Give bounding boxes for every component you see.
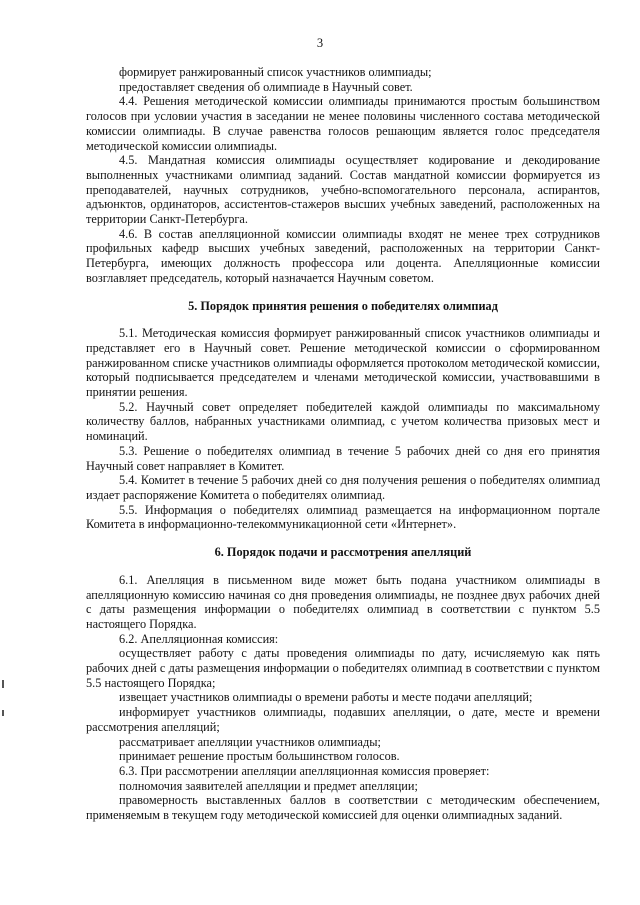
paragraph: 5.2. Научный совет определяет победителей каждой олимпиады по максимальному количеству баллов, набранных участниками олимпиад, с учетом количества призовых мест и номинаций. — [86, 399, 600, 444]
paragraph: 4.4. Решения методической комиссии олимпиады принимаются простым большинством голосов при условии участия в заседании не менее половины численного состава методической комиссии олимпиады. В случае равенства голосов решающим является голос председателя методической комиссии олимпиады. — [86, 94, 600, 153]
paragraph: предоставляет сведения об олимпиаде в Научный совет. — [119, 79, 413, 94]
paragraph: полномочия заявителей апелляции и предмет апелляции; — [119, 778, 418, 793]
page-number: 3 — [316, 36, 324, 50]
paragraph: 6.1. Апелляция в письменном виде может быть подана участником олимпиады в апелляционную комиссию начиная со дня проведения олимпиады, не позднее двух рабочих дней с даты размещения информации о победителях олимпиад в соответствии с пунктом 5.5 настоящего Порядка. — [86, 572, 600, 631]
paragraph: 4.5. Мандатная комиссия олимпиады осуществляет кодирование и декодирование выполненных участниками олимпиад заданий. Состав мандатной комиссии формируется из преподавателей, научных сотрудников, учебно-вспомогательного персонала, аспирантов, адъюнктов, ординаторов, ассистентов-стажеров высших учебных заведений, расположенных на территории Санкт-Петербурга. — [86, 153, 600, 227]
scan-edge-mark — [2, 710, 4, 716]
paragraph: извещает участников олимпиады о времени работы и месте подачи апелляций; — [119, 690, 533, 705]
paragraph: принимает решение простым большинством голосов. — [119, 749, 400, 764]
paragraph: 6.2. Апелляционная комиссия: — [119, 631, 279, 646]
paragraph: информирует участников олимпиады, подавших апелляции, о дате, месте и времени рассмотрения апелляций; — [86, 705, 600, 734]
paragraph: 4.6. В состав апелляционной комиссии олимпиады входят не менее трех сотрудников профильных кафедр высших учебных заведений, расположенных на территории Санкт-Петербурга, имеющих должность профессора или доцента. Апелляционные комиссии возглавляет председатель, который назначается Научным советом. — [86, 226, 600, 285]
paragraph: правомерность выставленных баллов в соответствии с методическим обеспечением, применяемым в текущем году методической комиссией для оценки олимпиадных заданий. — [86, 793, 600, 823]
scan-edge-mark — [2, 680, 4, 688]
paragraph: 5.5. Информация о победителях олимпиад размещается на информационном портале Комитета в информационно-телекоммуникационной сети «Интернет». — [86, 502, 600, 532]
paragraph: осуществляет работу с даты проведения олимпиады по дату, исчисляемую как пять рабочих дней с даты размещения информации о победителях олимпиад в соответствии с пунктом 5.5 настоящего Порядка; — [86, 646, 600, 690]
paragraph: 5.3. Решение о победителях олимпиад в течение 5 рабочих дней со дня его принятия Научный совет направляет в Комитет. — [86, 443, 600, 473]
paragraph: рассматривает апелляции участников олимпиады; — [119, 734, 381, 749]
document-body — [86, 65, 600, 823]
paragraph: 6.3. При рассмотрении апелляции апелляционная комиссия проверяет: — [119, 763, 490, 778]
paragraph: формирует ранжированный список участников олимпиады; — [119, 65, 432, 79]
paragraph: 5.4. Комитет в течение 5 рабочих дней со дня получения решения о победителях олимпиад издает распоряжение Комитета о победителях олимпиад. — [86, 473, 600, 502]
section-6-heading: 6. Порядок подачи и рассмотрения апелляций — [214, 545, 472, 560]
paragraph: 5.1. Методическая комиссия формирует ранжированный список участников олимпиады и представляет его в Научный совет. Решение методической комиссии о сформированном ранжированном списке участников олимпиады оформляется протоколом методической комиссии, который подписывается председателем и членами методической комиссии, участвовавшими в принятии решения. — [86, 326, 600, 400]
section-5-heading: 5. Порядок принятия решения о победителях олимпиад — [188, 298, 498, 313]
